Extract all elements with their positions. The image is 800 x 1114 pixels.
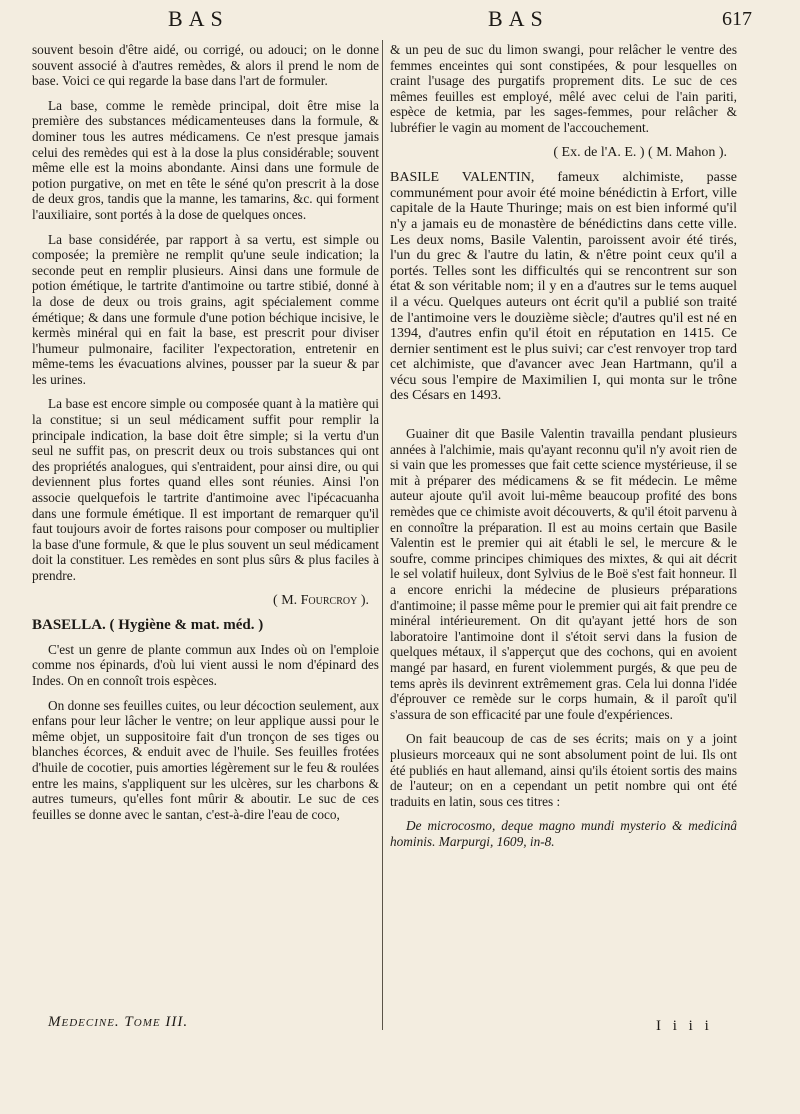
paragraph: La base, comme le remède principal, doit être mise la première des substances médicamenteuses dans la formule, & dominer tous les autres médicamens. Ce n'est presque jamais celui des remèdes qui est à la dose la plus considérable; souvent même elle est la moins abondante. Ainsi dans une formule de potion purgative, on met en tête le séné qu'on prescrit à la dose de deux gros, tandis que la manne, les tamarins, &c. qui forment l'auxiliaire, sont portés à la dose de quelques onces. <box>32 97 379 222</box>
paragraph: On fait beaucoup de cas de ses écrits; mais on y a joint plusieurs morceaux qui ne sont absolument point de lui. Ils ont été publiés en haut allemand, ainsi qu'ils étoient sortis des mains de l'auteur; on en a cependant un petit nombre qui ont été traduits en latin, sous ces titres : <box>390 731 737 809</box>
page-number: 617 <box>722 8 752 30</box>
paragraph: La base est encore simple ou composée quant à la matière qui la constitue; si un seul médicament suffit pour remplir la principale indication, la base doit être simple; si la vertu d'un seul ne suffit pas, on prescrit deux ou trois substances qui ont des propriétés analogues, qui s'entraident, pour ainsi dire, ou qui deviennent plus fortes quand elles sont réunies. Ainsi l'on associe quelquefois le tartrite d'antimoine avec l'ipécacuanha dans une formule émétique. Il est important de remarquer qu'il faut toujours avoir de fortes raisons pour composer ou multiplier la base d'une formule, & que le plus souvent un seul médicament doit la constituer. Les remèdes en sont plus sûrs & plus faciles à prendre. <box>32 396 379 583</box>
entry-heading-basile-valentin: BASILE VALENTIN, fameux alchimiste, passe communément pour avoir été moine bénédictin à Erfort, ville capitale de la Haute Thuringe; mais on est bien informé qu'il n'y a jamais eu de monastère de bénédictins dans cette ville. Les deux noms, Basile Valentin, paroissent avoir été tirés, l'un du grec & l'autre du latin, & n'être point ceux qu'il a portés. Telles sont les difficultés qui se rencontrent sur son état & son véritable nom; il y en a d'autres sur le tems auquel il a vécu. Quelques auteurs ont écrit qu'il a publié son traité de l'antimoine vers le douzième siècle; d'autres qu'il est né en 1394, d'autres enfin qu'il étoit en réputation en 1415. Ce dernier sentiment est le plus suivi; car c'est renvoyer trop tard cet alchimiste, que d'avancer avec Jean Hartmann, qu'il a vécu sous l'empire de Maximilien I, qui monta sur le trône des Césars en 1493. <box>390 170 737 404</box>
paragraph: C'est un genre de plante commun aux Indes où on l'emploie comme nos épinards, d'où lui vient aussi le nom d'épinard des Indes. On en connoît trois espèces. <box>32 641 379 688</box>
paragraph: La base considérée, par rapport à sa vertu, est simple ou composée; la première ne remplit qu'une seule indication; la seconde peut en remplir plusieurs. Ainsi dans une formule de potion émétique, le tartrite d'antimoine ou tartre stibié, donné à la dose de deux ou trois grains, agit spécialement comme émétique; & dans une formule d'une potion béchique incisive, le kermès minéral qui en fait la base, est prescrit pour diviser l'humeur pulmonaire, faciliter l'expectoration, entretenir en même-tems les évacuations alvines, pousser par la sueur & par les urines. <box>32 231 379 387</box>
paragraph: On donne ses feuilles cuites, ou leur décoction seulement, aux enfans pour leur lâcher le ventre; on leur applique aussi pour le même objet, un suppositoire fait d'un tronçon de ses tiges ou blanches écorces, & enduit avec de l'huile. Ses feuilles frotées d'huile de cocotier, puis amorties légèrement sur le feu & roulées entre les mains, s'appliquent sur les ulcères, sur les charbons & autres tumeurs, qu'elles font mûrir & aboutir. Le suc de ces feuilles se donne avec le santan, c'est-à-dire l'eau de coco, <box>32 697 379 822</box>
running-head-left: BAS <box>168 6 229 31</box>
bibliographic-reference: De microcosmo, deque magno mundi mysterio & medicinâ hominis. Marpurgi, 1609, in-8. <box>390 818 737 849</box>
footer-volume: Medecine. Tome III. <box>48 1014 189 1030</box>
author-signature: ( Ex. de l'A. E. ) ( M. Mahon ). <box>553 144 727 160</box>
right-column <box>390 42 737 859</box>
author-signature: ( M. Fourcroy ). <box>273 592 369 608</box>
running-head-right: BAS <box>488 6 549 31</box>
paragraph: souvent besoin d'être aidé, ou corrigé, ou adouci; on le donne souvent associé à d'autres remèdes, & alors il prend le nom de base. Voici ce qui regarde la base dans l'art de formuler. <box>32 42 379 89</box>
entry-heading-basella: BASELLA. ( Hygiène & mat. méd. ) <box>32 617 264 634</box>
paragraph: Guainer dit que Basile Valentin travailla pendant plusieurs années à l'alchimie, mais qu'ayant reconnu qu'il n'y avoit rien de si vain que les promesses que fait cette science mystérieuse, il se mit à préparer des médicamens & se fit médecin. Le même auteur ajoute qu'il avoit lui-même beaucoup profité des bons remèdes que ce chimiste avoit découverts, & qu'il étoit parvenu à en connoître la préparation. Il est au moins certain que Basile Valentin est le premier qui ait établi le sel, le mercure & le soufre, comme principes chimiques des mixtes, & qui ait décrit le sel volatif huileux, dont Sylvius de le Boë s'est fait honneur. Il a encore enrichi la médecine de plusieurs préparations d'antimoine; il passe même pour le premier qui ait fait prendre ce minéral intérieurement. On dit qu'ayant jetté hors de son laboratoire l'antimoine dont il s'étoit servi dans la fusion de quelques métaux, il s'apperçut que des cochons, qui en avoient mangé par hasard, en furent violemment purgés, & que peu de tems après ils devinrent extrêmement gras. Cela lui donna l'idée d'éprouver ce remède sur le corps humain, & il paroît qu'il s'assura de son efficacité par une foule d'expériences. <box>390 426 737 722</box>
signature-mark: I i i i <box>656 1018 713 1034</box>
left-column <box>32 42 379 831</box>
paragraph: & un peu de suc du limon swangi, pour relâcher le ventre des femmes enceintes qui sont constipées, & pour lesquelles on craint l'usage des purgatifs proprement dits. Le suc de ces mêmes feuilles est employé, mêlé avec celui de l'ain pariti, espèce de ketmia, par les sages-femmes, pour relâcher & lubréfier le vagin au moment de l'accouchement. <box>390 42 737 135</box>
column-divider <box>382 40 383 1030</box>
